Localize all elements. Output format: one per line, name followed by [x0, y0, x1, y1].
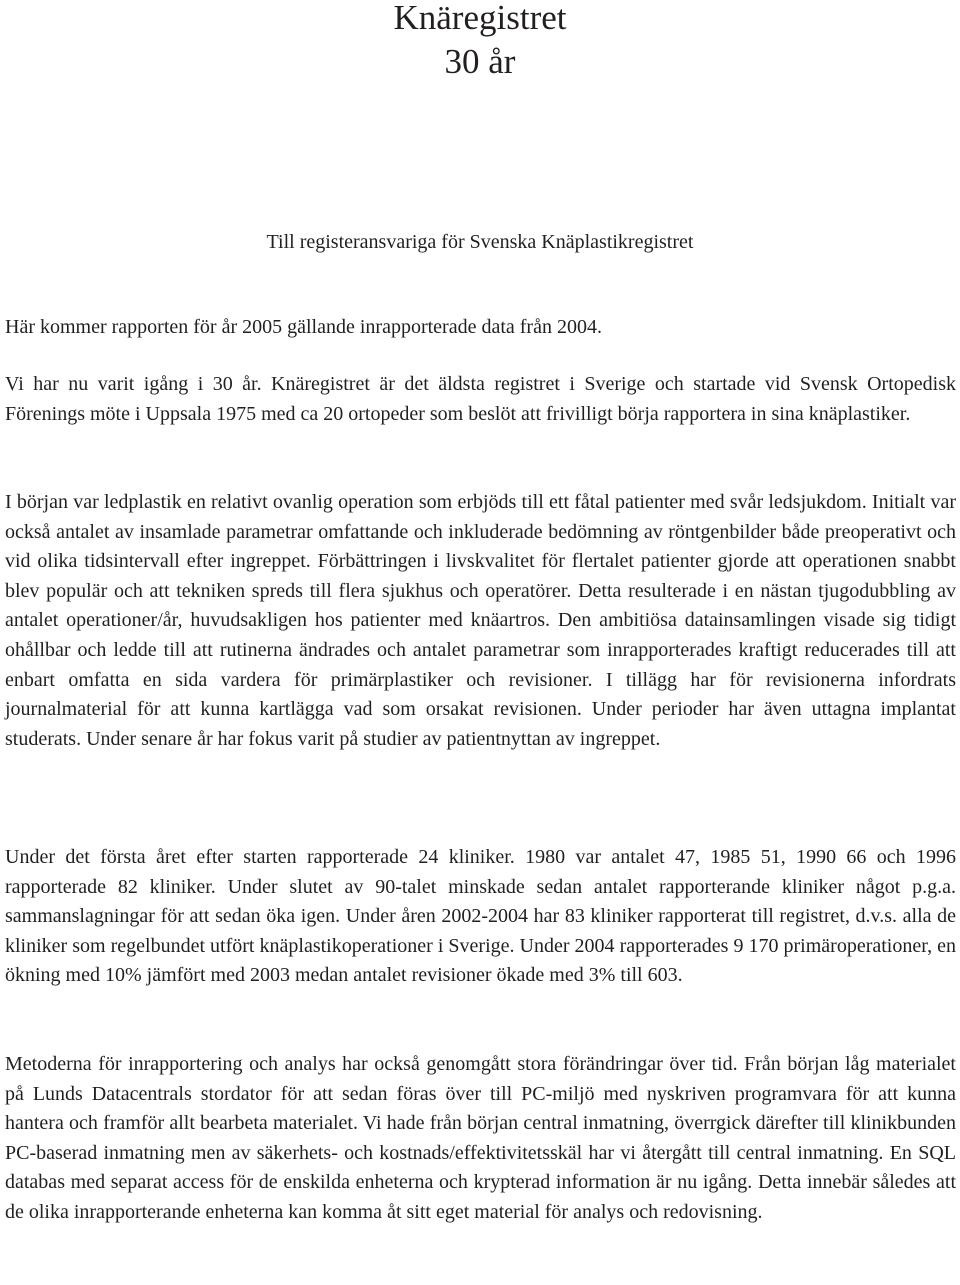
paragraph-methods: Metoderna för inrapportering och analys har också genomgått stora förändringar över tid. Från början låg materialet på Lunds Datacentrals stordator för att sedan föras över till PC-miljö med nyskriven programvara för att kunna hantera och framför allt bearbeta materialet. Vi hade från början central inmatning, överrgick därefter till klinikbunden PC-baserad inmatning men av säkerhets- och kostnads/effektivitetsskäl har vi återgått till central inmatning. En SQL databas med separat access för de enskilda enheterna och krypterad information är nu igång. Detta innebär således att de olika inrapporterande enheterna kan komma åt sitt eget material för analys och redovisning.	[5, 1053, 956, 1223]
paragraph-clinics: Under det första året efter starten rapporterade 24 kliniker. 1980 var antalet 47, 1985 51, 1990 66 och 1996 rapporterade 82 kliniker. Under slutet av 90-talet minskade sedan antalet rapporterande kliniker något p.g.a. sammanslagningar för att sedan öka igen. Under åren 2002-2004 har 83 kliniker rapporterat till registret, d.v.s. alla de kliniker som regelbundet utfört knäplastikoperationer i Sverige. Under 2004 rapporterades 9 170 primäroperationer, en ökning med 10% jämfört med 2003 medan antalet revisioner ökade med 3% till 603.	[5, 846, 956, 987]
document-title	[0, 0, 960, 84]
title-line-2: 30 år	[444, 42, 516, 81]
addressee-line: Till registeransvariga för Svenska Knäplastikregistret	[266, 231, 694, 253]
paragraph-development: I början var ledplastik en relativt ovanlig operation som erbjöds till ett fåtal patienter med svår ledsjukdom. Initialt var också antalet av insamlade parametrar omfattande och inkluderade bedömning av röntgenbilder både preoperativt och vid olika tidsintervall efter ingreppet. Förbättringen i livskvalitet för flertalet patienter gjorde att operationen snabbt blev populär och att tekniken spreds till flera sjukhus och operatörer. Detta resulterade i en nästan tjugodubbling av antalet operationer/år, huvudsakligen hos patienter med knäartros. Den ambitiösa datainsamlingen visade sig tidigt ohållbar och ledde till att rutinerna ändrades och antalet parametrar som inrapporterades kraftigt reducerades till att enbart omfatta en sida vardera för primärplastiker och revisioner. I tillägg har för revisionerna infordrats journalmaterial för att kunna kartlägga vad som orsakat revisionen. Under perioder har även uttagna implantat studerats. Under senare år har fokus varit på studier av patientnyttan av ingreppet.	[5, 491, 956, 750]
paragraph-history: Vi har nu varit igång i 30 år. Knäregistret är det äldsta registret i Sverige och startade vid Svensk Ortopedisk Förenings möte i Uppsala 1975 med ca 20 ortopeder som beslöt att frivilligt börja rapportera in sina knäplastiker.	[5, 373, 956, 425]
title-line-1: Knäregistret	[393, 0, 567, 37]
paragraph-intro: Här kommer rapporten för år 2005 gällande inrapporterade data från 2004.	[5, 316, 602, 338]
